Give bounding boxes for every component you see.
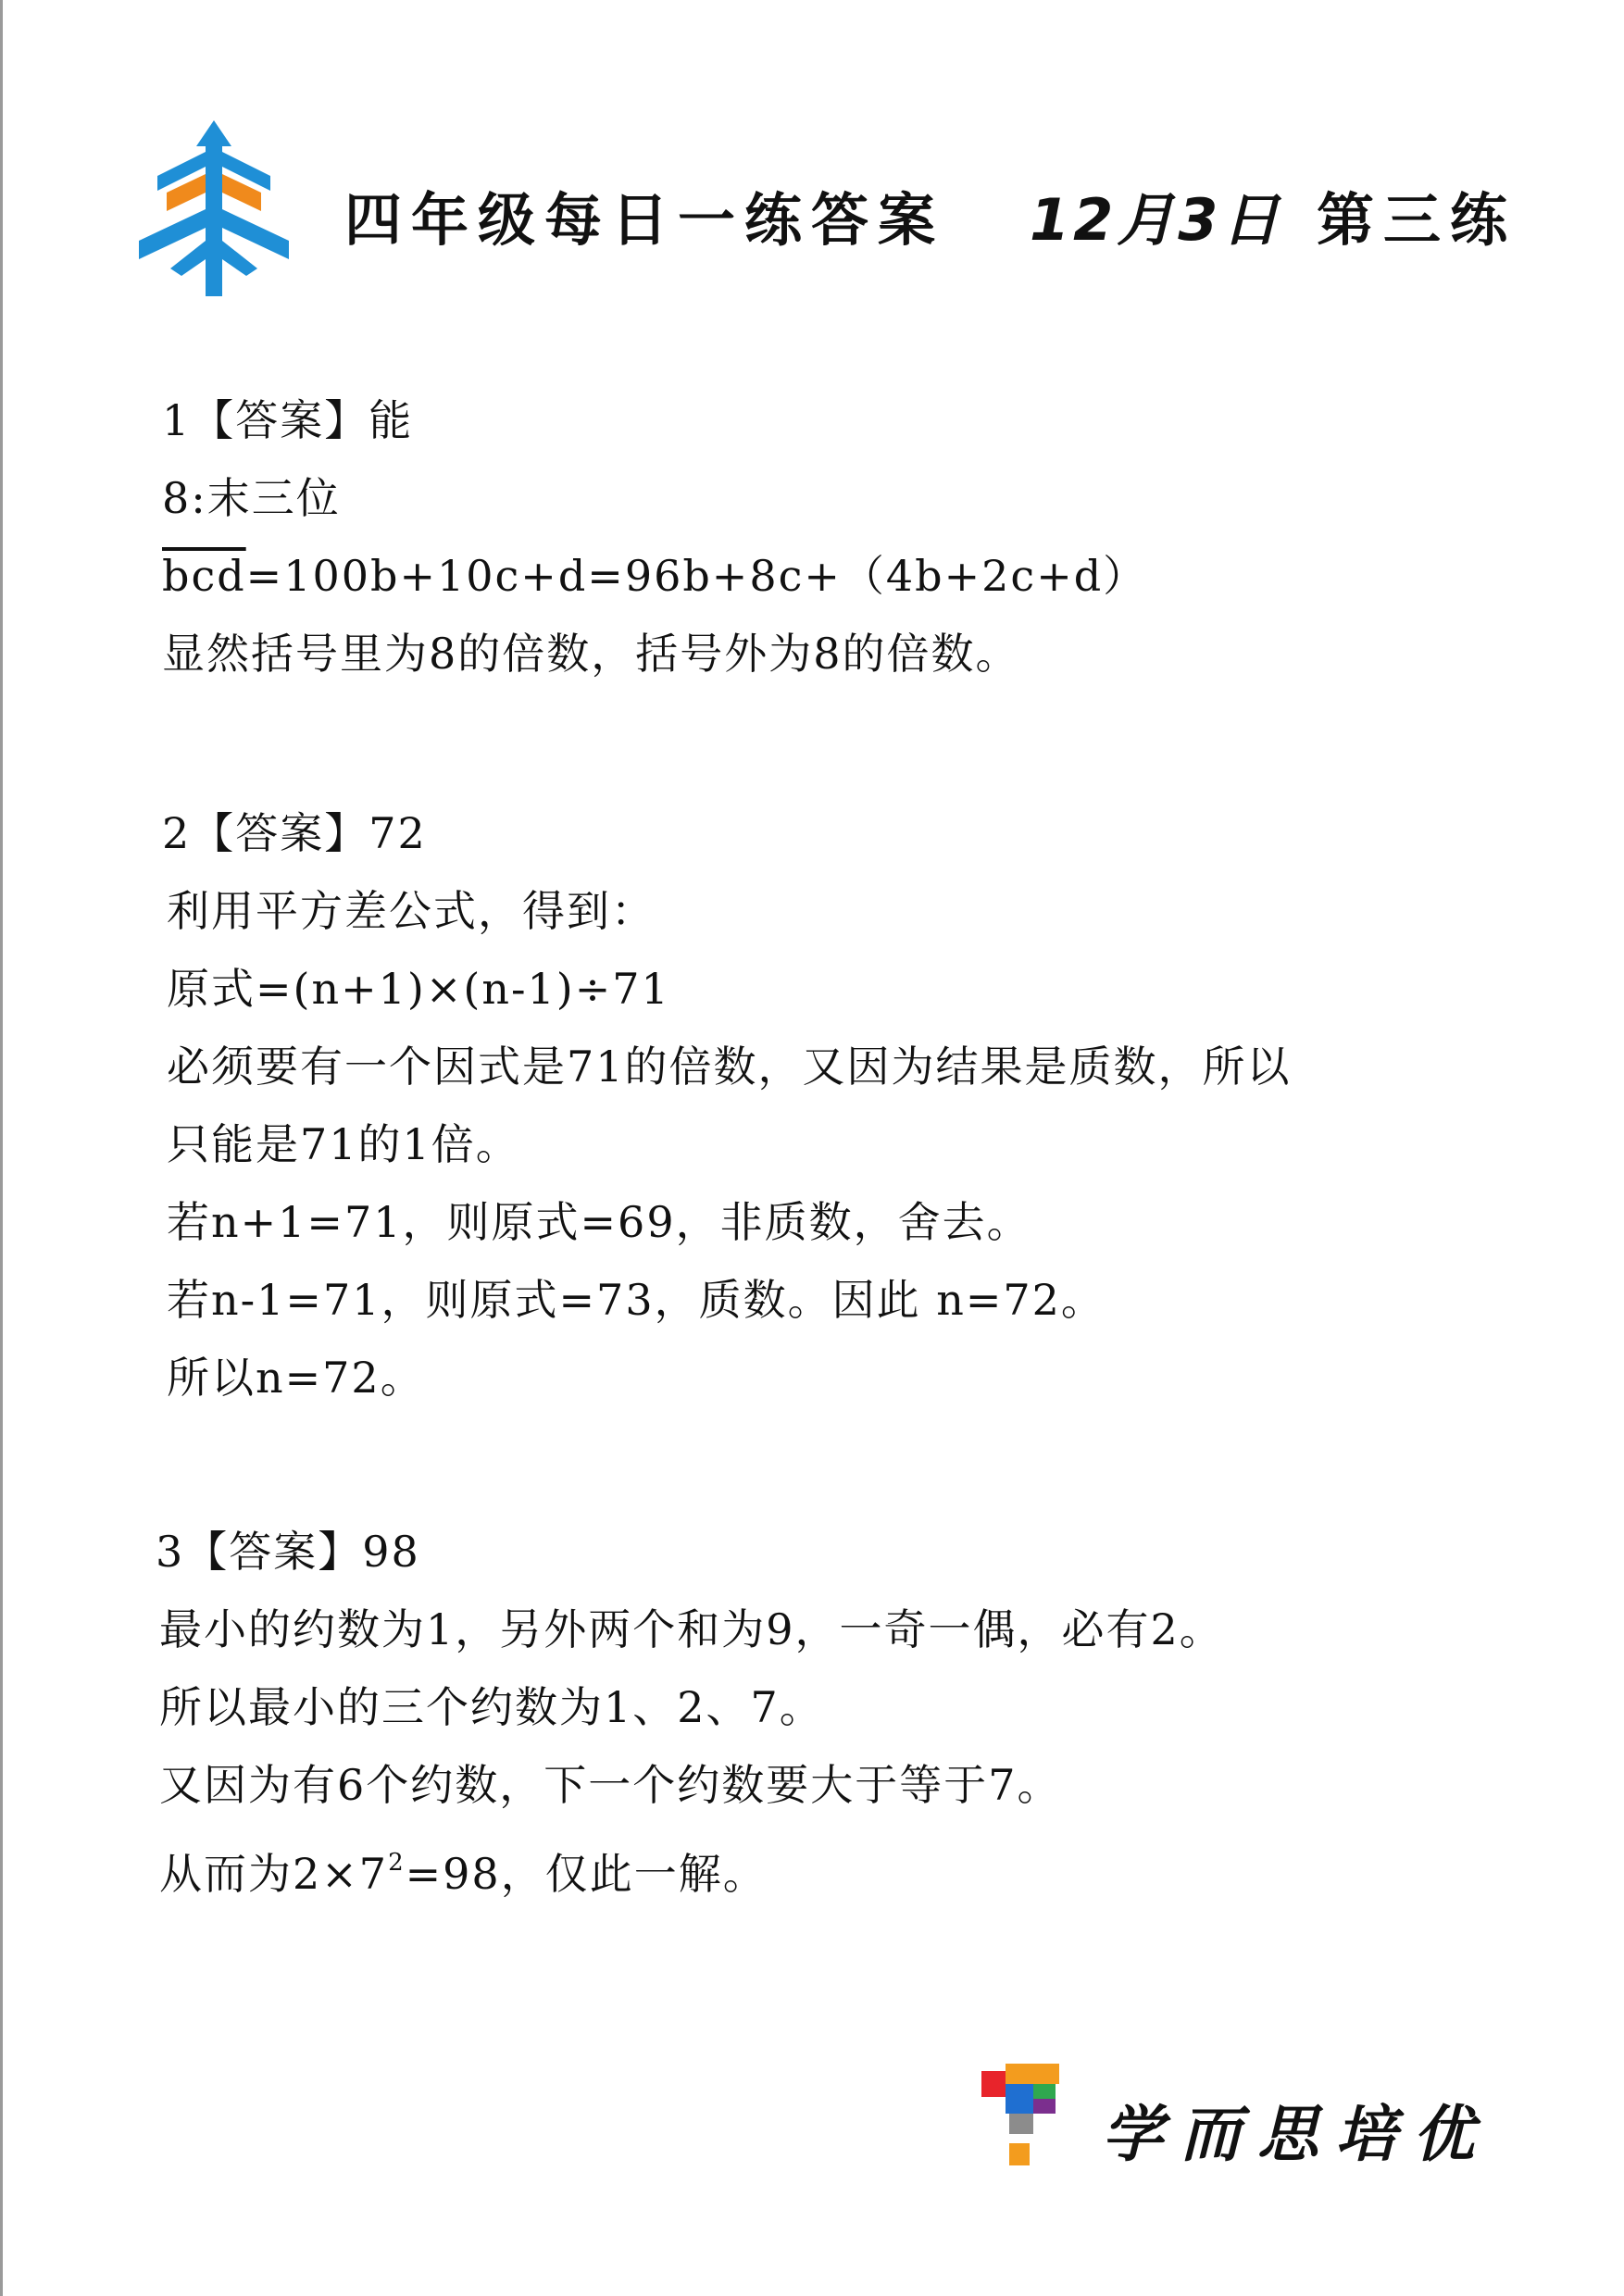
q1-answer-label: 1【答案】能 [162,395,414,445]
q2-line: 只能是71的1倍。 [167,1119,520,1169]
q3-formula-start: 从而为2×7 [159,1849,389,1899]
q1-overlined-number: $\overline{bcd}$ [162,551,246,601]
q1-line: 8:末三位 [162,473,341,523]
q2-line: 利用平方差公式，得到： [167,886,656,936]
q3-formula-end: =98，仅此一解。 [405,1849,768,1899]
footer-brand: 学而思培优 [1102,2099,1491,2170]
q3-exponent: 2 [388,1849,406,1877]
q3-formula-line [159,1835,768,1902]
q3-line: 所以最小的三个约数为1、2、7。 [159,1682,824,1732]
q2-line: 若n+1=71，则原式=69，非质数，舍去。 [167,1197,1031,1247]
q1-formula-line [162,548,1147,604]
colored-blocks-logo-icon [972,2060,1083,2180]
q3-answer-label: 3【答案】98 [156,1527,420,1577]
q2-line: 原式=(n+1)×(n-1)÷71 [167,964,670,1014]
q3-line: 最小的约数为1，另外两个和为9，一奇一偶，必有2。 [159,1604,1224,1654]
q2-line: 必须要有一个因式是71的倍数，又因为结果是质数，所以 [167,1042,1292,1092]
q2-line: 若n-1=71，则原式=73，质数。因此 n=72。 [167,1275,1106,1325]
q2-line: 所以n=72。 [167,1353,425,1403]
header-title: 四年级每日一练答案 [344,186,945,254]
q1-formula: =100b+10c+d=96b+8c+（4b+2c+d） [245,551,1148,601]
header-practice: 第三练 [1317,186,1518,254]
q3-line: 又因为有6个约数，下一个约数要大于等于7。 [159,1760,1062,1810]
q2-answer-label: 2【答案】72 [162,808,427,858]
header-date: 12月3日 [1030,186,1283,254]
q1-line: 显然括号里为8的倍数，括号外为8的倍数。 [162,629,1020,679]
